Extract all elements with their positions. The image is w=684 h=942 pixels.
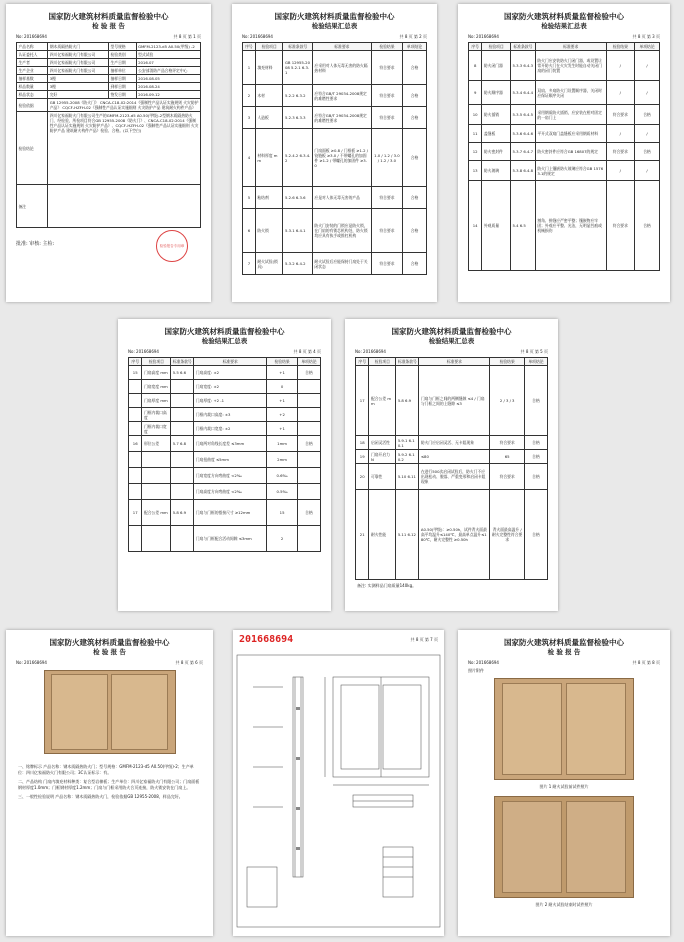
report-title: 检 验 报 告 (547, 648, 581, 656)
table-row: 5 粘结剂 5.2.6 6.3.6 应是对人体无毒无害的产品 符合要求 合格 (243, 187, 427, 209)
summary-title: 检验结果汇总表 (428, 337, 475, 345)
table-row: 3 人造板 5.2.3 6.3.3 应符合GB/T 29034-2008规定的难燃性要求 符合要求 合格 (243, 107, 427, 129)
table-row: 抽样基数 3樘 抽样日期 2016.08.05 (17, 75, 201, 83)
table-row: 门扇宽度方向弯曲度 <2‰ 0.6‰ (129, 468, 321, 484)
report-title: 检 验 报 告 (93, 648, 126, 656)
table-header: 序号 检验项目 标准条款号 标准要求 检验结果 单项结论 (356, 358, 548, 366)
door-leaf-left (51, 674, 108, 749)
center-title: 国家防火建筑材料质量监督检验中心 (48, 12, 169, 21)
table-row: 7 耐火试验(锁具) 5.3.2 6.4.2 耐火试验后应能保持门扇处于关闭状态 符合要求 合格 (243, 253, 427, 275)
report-page-8 (458, 630, 670, 936)
summary-page-4 (118, 319, 331, 611)
inspection-stamp: 检验报告专用章 (156, 230, 188, 262)
photo-caption-2: 图片 2 耐火试验结束时试件照片 (535, 902, 593, 907)
photo-before-test (494, 678, 634, 780)
summary-table (355, 357, 548, 580)
summary-title: 检验结果汇总表 (311, 22, 358, 30)
door-leaf-right (111, 674, 168, 749)
door-structure-drawing (233, 647, 444, 933)
center-title: 国家防火建筑材料质量监督检验中心 (164, 327, 285, 336)
table-row: 样品状态 完好 签发日期 2016.09.12 (17, 91, 201, 99)
table-row: 6 防火锁 5.3.1 6.4.1 防火门安装的门锁应是防火锁，在门扇的有锁芯机构处，防火锁均应具有执手或推杠机构 符合要求 合格 (243, 209, 427, 253)
summary-page-3 (458, 4, 670, 302)
table-row: 4 材料厚度 mm 5.2.4.2 6.3.4.2 门扇面板 ≥0.8 / 门框板 ≥1.2 / 铰链板 ≥3.0 / 不带螺孔的加固件 ≥1.2 / 带螺孔的加固件 ≥3.0 1.0 / 1.2 / 3.0 / 1.2 / 3.0 合格 (243, 129, 427, 187)
page-number: 共 8 页 第 8 页 (632, 660, 660, 665)
report-no: No: 201668694 (468, 660, 499, 665)
table-row: 19 门扇开启力 N 5.9.2 6.10.2 ≤80 65 合格 (356, 450, 548, 464)
table-header: 序号 检验项目 标准条款号 标准要求 检验结果 单项结论 (243, 43, 427, 51)
page-number: 共 8 页 第 4 页 (293, 349, 321, 354)
table-row: 9 防火顺序器 5.3.4 6.4.4 双扇、多扇防火门设置顺序器，关闭时应保证顺序关闭 / / (469, 81, 660, 105)
table-row: 门扇高度方向弯曲度 <2‰ 0.5‰ (129, 484, 321, 500)
summary-table (242, 42, 427, 275)
signature-line: 批准: 审核: 主检: (16, 241, 55, 247)
summary-page-5 (345, 319, 558, 611)
table-row: 16 形位公差 5.7 6.8 门扇两对角线长度差 ≤3mm 1mm 合格 (129, 436, 321, 452)
table-row: 备注 (17, 185, 201, 228)
table-row: 门扇宽度 mm 门扇宽度: ±2 0 (129, 380, 321, 394)
page-number: 共 8 页 第 3 页 (632, 34, 660, 39)
table-row: 10 防火插销 5.3.5 6.4.5 采用钢质防火插销，应安装在相对固定的一扇门上 符合要求 合格 (469, 105, 660, 125)
table-row: 样品数量 3樘 到样日期 2016.08.24 (17, 83, 201, 91)
table-row: 门框内裁口高度 门框内裁口高度: ±3 +2 (129, 408, 321, 422)
report-no: No: 201668694 (128, 349, 159, 354)
center-title: 国家防火建筑材料质量监督检验中心 (504, 638, 624, 647)
page-number: 共 8 页 第 1 页 (173, 34, 201, 39)
page-number: 共 8 页 第 7 页 (410, 636, 438, 642)
table-row: 检验结论 四川亿家福防火门有限公司生产的GMFM-2123-d5 A0.50(甲级)-2型钢木质隔热防火门，经检验，所检项目符合GB 12955-2008《防火门》、CNCA-C18-02:2014《强制性产品认证实施规则 火灾防护产品》、CQCF-HZFH-02《强制性产品认证实施细则 火灾防护产品 建筑耐火构件产品》检验、合格。(以下空白) (17, 112, 201, 185)
table-row: 12 防火密封件 5.3.7 6.4.7 防火密封件应符合GB 16807的规定 符合要求 合格 (469, 143, 660, 161)
table-row: 2 木材 5.2.2 6.3.2 应符合GB/T 29034-2008规定的难燃性要求 符合要求 合格 (243, 85, 427, 107)
center-title: 国家防火建筑材料质量监督检验中心 (391, 327, 512, 336)
center-title: 国家防火建筑材料质量监督检验中心 (274, 12, 395, 21)
summary-table (128, 357, 321, 552)
table-row: 门框内裁口宽度 门框内裁口宽度: ±2 +1 (129, 422, 321, 436)
table-row: 20 可靠性 5.10 6.11 在进行500次启闭试验后，防火门不应出现松动、脱落、严重变形和启闭卡阻现象 符合要求 合格 (356, 464, 548, 490)
summary-title: 检验结果汇总表 (201, 337, 248, 345)
page-number: 共 8 页 第 6 页 (175, 660, 203, 665)
door-photo (44, 670, 176, 754)
report-no: No: 201668694 (355, 349, 386, 354)
center-title: 国家防火建筑材料质量监督检验中心 (49, 638, 170, 647)
center-title: 国家防火建筑材料质量监督检验中心 (504, 12, 624, 21)
table-header: 序号 检验项目 标准条款号 标准要求 检验结果 单项结论 (129, 358, 321, 366)
photo-after-test (494, 796, 634, 898)
table-row: 门扇与门框配合活动间隙 ≤3mm 2 (129, 526, 321, 552)
table-row: 11 盖缝板 5.3.6 6.4.6 平开式双扇门盖缝板应采用钢质材料 / / (469, 125, 660, 143)
report-no: No: 201668694 (468, 34, 499, 39)
drawing-page-7 (233, 630, 444, 936)
photo-caption-1: 图片 1 耐火试验前试件照片 (539, 784, 589, 789)
page-number: 共 8 页 第 5 页 (520, 349, 548, 354)
table-header: 序号 检验项目 标准条款号 标准要求 检验结果 单项结论 (469, 43, 660, 51)
report-no: No: 201668694 (16, 660, 47, 665)
photo-section-label: 照片附件 (468, 668, 484, 673)
table-row: 14 外观质量 5.4 6.5 割角、拼缝应严密平整；镶嵌物应牢固；外观应平整、光洁，无明显凹痕或机械损伤 符合要求 合格 (469, 181, 660, 271)
table-row: 1 填充材料 GB 12955-2008 5.2.1 6.3.1 应采用对人体无毒无害的防火隔热材料 符合要求 合格 (243, 51, 427, 85)
report-number-red: 201668694 (239, 634, 294, 645)
table-row: 21 耐火性能 5.11 6.12 A0.50(甲级)：≥0.50h，试件背火面最高平均温升≤140℃，最高单点温升≤180℃，耐火完整性 ≥0.50h 背火面最高温升 / 耐火完整性符合要求 合格 (356, 490, 548, 580)
table-row: 检验依据 GB 12955-2008《防火门》 CNCA-C18-02:2014《强制性产品认证实施规则 火灾防护产品》 CQCF-HZFH-02《强制性产品认证实施细则 火灾防护产品 建筑耐火构件产品》 (17, 99, 201, 112)
summary-page-2 (232, 4, 437, 302)
summary-table (468, 42, 660, 271)
summary-title: 检验结果汇总表 (541, 22, 587, 30)
report-page-1 (6, 4, 211, 302)
table-row: 17 配合公差 mm 5.8 6.9 门扇与门框的搭接尺寸 ≥12mm 15 合格 (129, 500, 321, 526)
table-row: 17 配合公差 mm 5.8 6.9 门扇与门框之间的两侧缝隙 ≤4 / 门扇与门框之间的上缝隙 ≤3 2 / 3 / 3 合格 (356, 366, 548, 436)
table-row: 门扇扭曲度 ≤5mm 2mm (129, 452, 321, 468)
table-row: 门扇厚度 mm 门扇厚度: +2 -1 +1 (129, 394, 321, 408)
table-row: 生产企业 四川亿家福防火门有限公司 抽样单位 公安部消防产品合格评定中心 (17, 67, 201, 75)
product-description: 一、铭牌标示 产品名称：钢木质隔热防火门；型号规格：GMFM-2123-d5 A0.50(甲级)-2；生产单位：四川亿家福防火门有限公司；3C认证标示：有。 二、产品结构 门扇内填充材料种类：复合型岩棉板；生产单位：四川亿家福防火门有限公司；门扇面板钢材厚度1.0mm；门框钢材厚度1.2mm；门扇与门框采用防火合页连接，防火锁安装在门扇上。 三、一般性检验说明 产品名称：钢木质隔热防火门，检验依据GB 12955-2008，样品完好。 (18, 764, 200, 799)
table-row: 生产者 四川亿家福防火门有限公司 生产日期 2016.07 (17, 59, 201, 67)
report-no: No: 201668694 (16, 34, 47, 39)
report-no: No: 201668694 (242, 34, 273, 39)
table-row: 8 防火闭门器 5.3.3 6.4.3 防火门应安装防火门闭门器，或设置让常开防火门在火灾发生时能自动关闭门扇的闭门装置 / / (469, 51, 660, 81)
table-footnote: 备注: 实测样品门扇质量140kg。 (357, 583, 417, 588)
table-row: 产品名称 钢木质隔热防火门 型号规格 GMFM-2123-d5 A0.50(甲级) -2 (17, 43, 201, 51)
report-page-6 (6, 630, 213, 936)
table-row: 认证委托人 四川亿家福防火门有限公司 检验类别 型式试验 (17, 51, 201, 59)
report-info-table (16, 42, 201, 228)
table-row: 15 门扇高度 mm 5.5 6.6 门扇高度: ±2 +1 合格 (129, 366, 321, 380)
table-row: 18 启闭灵活性 5.9.1 6.10.1 防火门应启闭灵活、无卡阻现象 符合要求 合格 (356, 436, 548, 450)
page-number: 共 8 页 第 2 页 (399, 34, 427, 39)
table-row: 13 防火玻璃 5.3.8 6.4.8 防火门上镶嵌防火玻璃应符合GB 15763.1的规定 / / (469, 161, 660, 181)
report-title: 检 验 报 告 (92, 22, 125, 30)
